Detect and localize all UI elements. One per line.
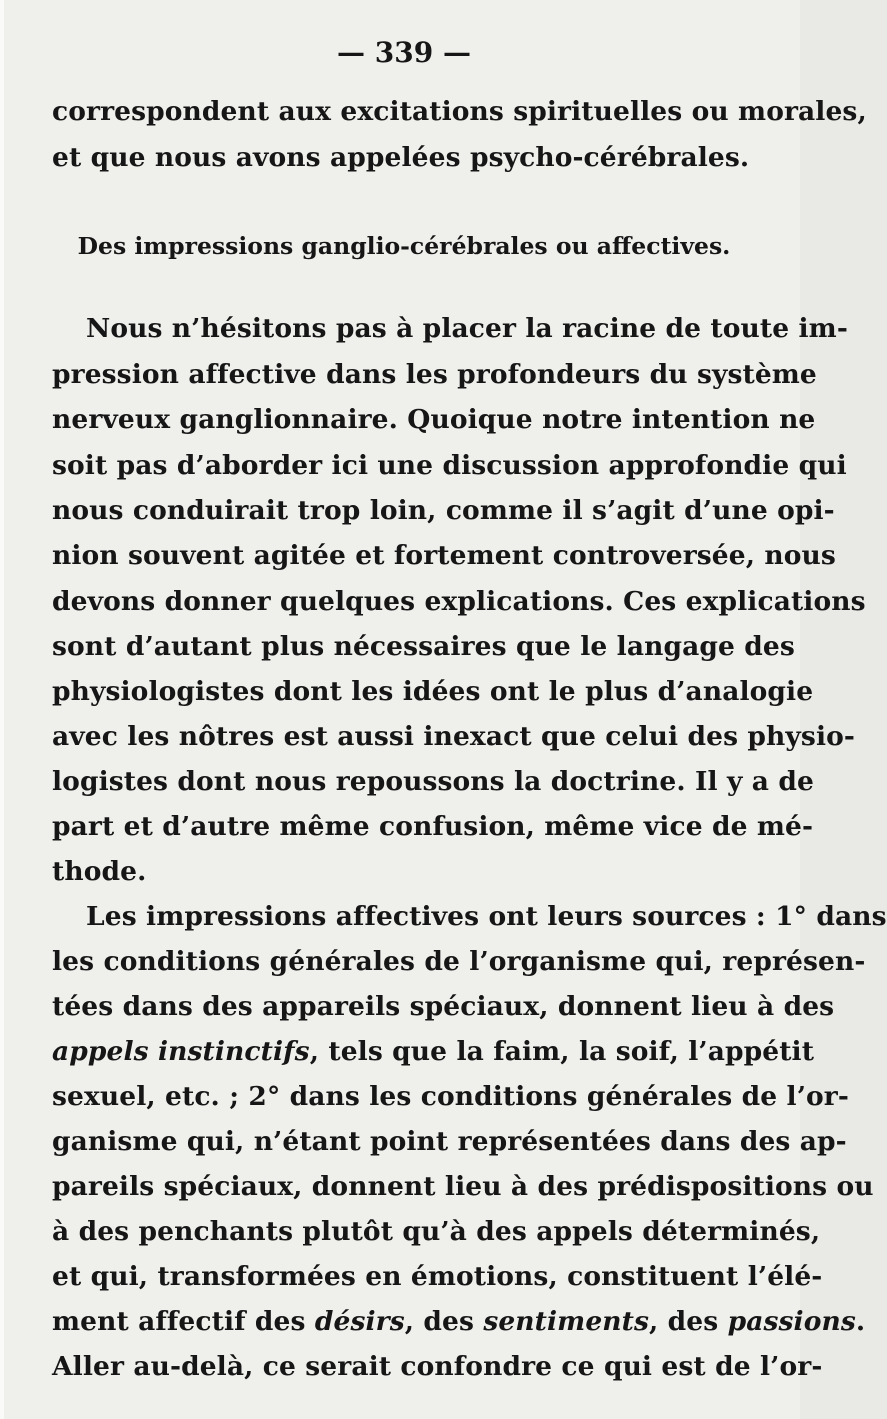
text-line: Les impressions affectives ont leurs sources : 1° dans	[86, 901, 887, 932]
text-span: ment affectif des	[52, 1306, 315, 1337]
text-line: part et d’autre même confusion, même vice de mé-	[52, 811, 814, 842]
text-line	[52, 1306, 866, 1337]
italic-word: passions	[727, 1306, 856, 1337]
text-line: thode.	[52, 856, 147, 887]
text-line: logistes dont nous repoussons la doctrine. Il y a de	[52, 766, 814, 797]
section-heading: Des impressions ganglio-cérébrales ou affectives.	[77, 232, 731, 260]
text-line: nion souvent agitée et fortement controversée, nous	[52, 540, 836, 571]
page-number: — 339 —	[337, 36, 471, 69]
text-line: nerveux ganglionnaire. Quoique notre intention ne	[52, 404, 816, 435]
text-line: les conditions générales de l’organisme qui, représen-	[52, 946, 866, 977]
text-line: et qui, transformées en émotions, constituent l’élé-	[52, 1261, 823, 1292]
text-line: devons donner quelques explications. Ces explications	[52, 586, 866, 617]
text-line: Aller au-delà, ce serait confondre ce qui est de l’or-	[52, 1351, 823, 1382]
text-line: avec les nôtres est aussi inexact que celui des physio-	[52, 721, 855, 752]
text-line: correspondent aux excitations spirituelles ou morales,	[52, 96, 867, 127]
text-line: sexuel, etc. ; 2° dans les conditions générales de l’or-	[52, 1081, 849, 1112]
text-line: à des penchants plutôt qu’à des appels déterminés,	[52, 1216, 821, 1247]
text-line	[52, 1036, 815, 1067]
text-span: .	[855, 1306, 866, 1337]
italic-word: sentiments	[483, 1306, 650, 1337]
text-line: pareils spéciaux, donnent lieu à des prédispositions ou	[52, 1171, 874, 1202]
text-line: sont d’autant plus nécessaires que le langage des	[52, 631, 795, 662]
text-line: pression affective dans les profondeurs du système	[52, 359, 817, 390]
text-line: Nous n’hésitons pas à placer la racine de toute im-	[86, 313, 848, 344]
text-line: soit pas d’aborder ici une discussion approfondie qui	[52, 450, 847, 481]
text-line: physiologistes dont les idées ont le plus d’analogie	[52, 676, 814, 707]
text-span: , tels que la faim, la soif, l’appétit	[309, 1036, 815, 1067]
text-span: , des	[404, 1306, 484, 1337]
italic-word: désirs	[314, 1306, 405, 1337]
text-line: ganisme qui, n’étant point représentées dans des ap-	[52, 1126, 847, 1157]
text-line: tées dans des appareils spéciaux, donnent lieu à des	[52, 991, 835, 1022]
italic-phrase: appels instinctifs	[52, 1036, 310, 1067]
text-span: , des	[649, 1306, 728, 1337]
text-line: et que nous avons appelées psycho-cérébrales.	[52, 142, 750, 173]
text-line: nous conduirait trop loin, comme il s’agit d’une opi-	[52, 495, 835, 526]
